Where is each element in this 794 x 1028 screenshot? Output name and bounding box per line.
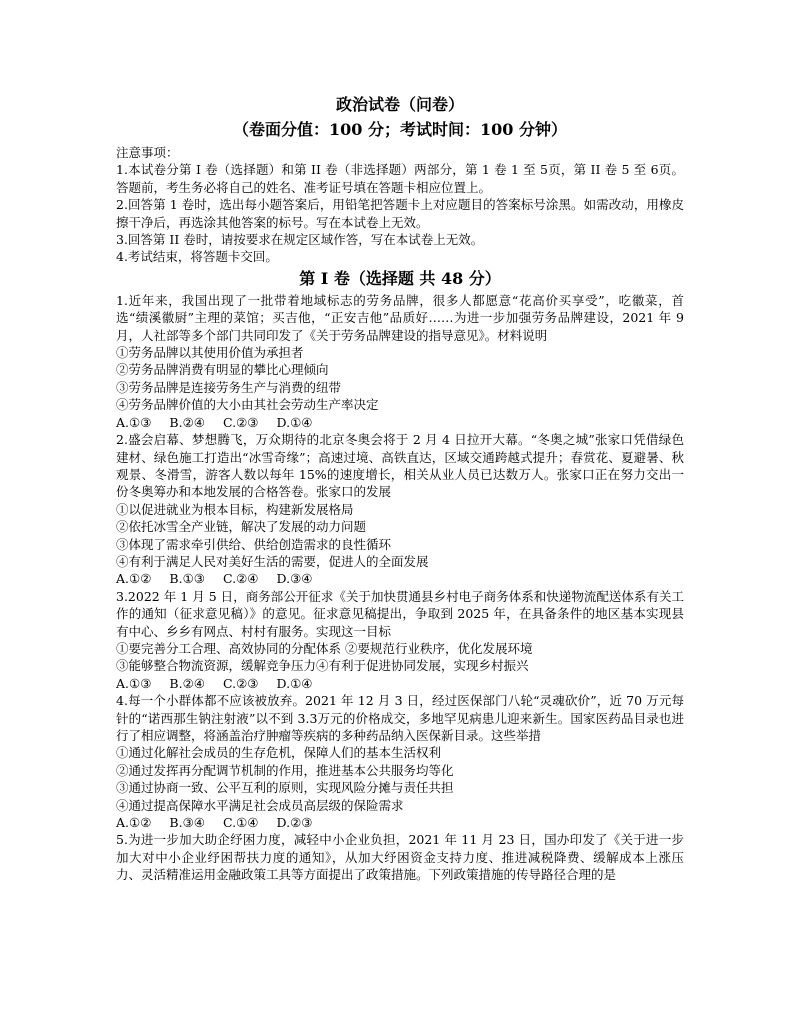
question-item: ①以促进就业为根本目标，构建新发展格局 — [116, 501, 354, 517]
exam-page — [116, 92, 684, 884]
option-c: C.②④ — [223, 571, 259, 587]
notes-heading: 注意事项： — [116, 145, 179, 160]
question-4 — [116, 692, 684, 831]
question-item: ①劳务品牌以其使用价值为承担者 — [116, 345, 304, 361]
question-item: ③通过协商一致、公平互利的原则，实现风险分摊与责任共担 — [116, 780, 454, 796]
answer-options — [116, 570, 684, 587]
answer-options — [116, 414, 684, 431]
option-a: A.①③ — [116, 675, 152, 691]
section-heading: 第 I 卷（选择题 共 48 分） — [299, 268, 501, 288]
question-3 — [116, 588, 684, 692]
question-stem: 1.近年来，我国出现了一批带着地域标志的劳务品牌，很多人都愿意“花高价买享受”，吃徽菜，首选“绩溪徽厨”主理的菜馆；买吉他，“正安吉他”品质好……为进一步加强劳务品牌建设，2021 年 9 月，人社部等多个部门共同印发了《关于劳务品牌建设的指导意见》。材料说明 — [116, 292, 684, 343]
question-1 — [116, 292, 684, 431]
question-2 — [116, 431, 684, 588]
option-c: C.①④ — [223, 815, 259, 831]
option-b: B.②④ — [169, 675, 205, 691]
option-b: B.③④ — [169, 815, 205, 831]
option-c: C.②③ — [223, 414, 259, 430]
question-stem: 5.为进一步加大助企纾困力度，减轻中小企业负担，2021 年 11 月 23 日，国办印发了《关于进一步加大对中小企业纾困帮扶力度的通知》，从加大纾困资金支持力度、推进减税降费、缓解成本上涨压力、灵活精准运用金融政策工具等方面提出了政策措施。下列政策措施的传导路径合理的是 — [116, 832, 684, 883]
note-item: 4.考试结束，将答题卡交回。 — [116, 249, 278, 265]
option-a: A.①② — [116, 815, 152, 831]
note-item: 2.回答第 1 卷时，选出每小题答案后，用铅笔把答题卡上对应题目的答案标号涂黑。如需改动，用橡皮擦干净后，再选涂其他答案的标号。写在本试卷上无效。 — [116, 197, 684, 230]
answer-options — [116, 814, 684, 831]
page-subtitle: （卷面分值：100 分；考试时间：100 分钟） — [233, 120, 567, 139]
option-a: A.①③ — [116, 414, 152, 430]
question-stem: 3.2022 年 1 月 5 日，商务部公开征求《关于加快贯通县乡村电子商务体系和快递物流配送体系有关工作的通知（征求意见稿）》的意见。征求意见稿提出，争取到 2025 年，在具备条件的地区基本实现县有中心、乡乡有网点、村村有服务。实现这一目标 — [116, 588, 684, 639]
question-item: ③劳务品牌是连接劳务生产与消费的纽带 — [116, 379, 342, 395]
option-b: B.②④ — [169, 414, 205, 430]
page-title: 政治试卷（问卷） — [335, 95, 464, 114]
question-item: ②依托冰雪全产业链，解决了发展的动力问题 — [116, 519, 367, 535]
question-item: ②劳务品牌消费有明显的攀比心理倾向 — [116, 362, 329, 378]
answer-options — [116, 675, 684, 692]
question-stem: 2.盛会启幕、梦想腾飞，万众期待的北京冬奥会将于 2 月 4 日拉开大幕。“冬奥之城”张家口凭借绿色建材、绿色施工打造出“冰雪奇缘”；高速过境、高铁直达，区域交通跨越式提升；春赏花、夏避暑、秋观景、冬滑雪，游客人数以每年 15%的速度增长，相关从业人员已达数万人。张家口正在努力交出一份冬奥筹办和本地发展的合格答卷。张家口的发展 — [116, 432, 684, 500]
option-d: D.①④ — [276, 675, 313, 691]
note-item: 1.本试卷分第 I 卷（选择题）和第 II 卷（非选择题）两部分，第 1 卷 1 至 5页，第 II 卷 5 至 6页。答题前，考生务必将自己的姓名、准考证号填在答题卡相应位置上。 — [116, 162, 684, 195]
question-item: ①通过化解社会成员的生存危机，保障人们的基本生活权利 — [116, 745, 442, 761]
option-d: D.③④ — [276, 571, 313, 587]
question-item: ③体现了需求牵引供给、供给创造需求的良性循环 — [116, 536, 392, 552]
question-item: ②通过发挥再分配调节机制的作用，推进基本公共服务均等化 — [116, 762, 454, 778]
option-a: A.①② — [116, 571, 152, 587]
question-stem: 4.每一个小群体都不应该被放弃。2021 年 12 月 3 日，经过医保部门八轮“灵魂砍价”，近 70 万元每针的“诺西那生钠注射液”以不到 3.3万元的价格成交，多地罕见病患儿迎来新生。国家医药品目录也进行了相应调整，将涵盖治疗肿瘤等疾病的多种药品纳入医保新目录。这些举措 — [116, 693, 684, 743]
question-item: ④通过提高保障水平满足社会成员高层级的保险需求 — [116, 797, 404, 813]
question-item: ④有利于满足人民对美好生活的需要，促进人的全面发展 — [116, 553, 429, 569]
question-item: ③能够整合物流资源，缓解竞争压力④有利于促进协同发展，实现乡村振兴 — [116, 658, 529, 674]
option-d: D.②③ — [276, 815, 313, 831]
question-5 — [116, 831, 684, 883]
option-c: C.②③ — [223, 675, 259, 691]
note-item: 3.回答第 II 卷时，请按要求在规定区域作答，写在本试卷上无效。 — [116, 232, 484, 248]
option-d: D.①④ — [276, 414, 313, 430]
question-item: ①要完善分工合理、高效协同的分配体系 ②要规范行业秩序，优化发展环境 — [116, 640, 533, 656]
option-b: B.①③ — [169, 571, 205, 587]
question-item: ④劳务品牌价值的大小由其社会劳动生产率决定 — [116, 397, 379, 413]
